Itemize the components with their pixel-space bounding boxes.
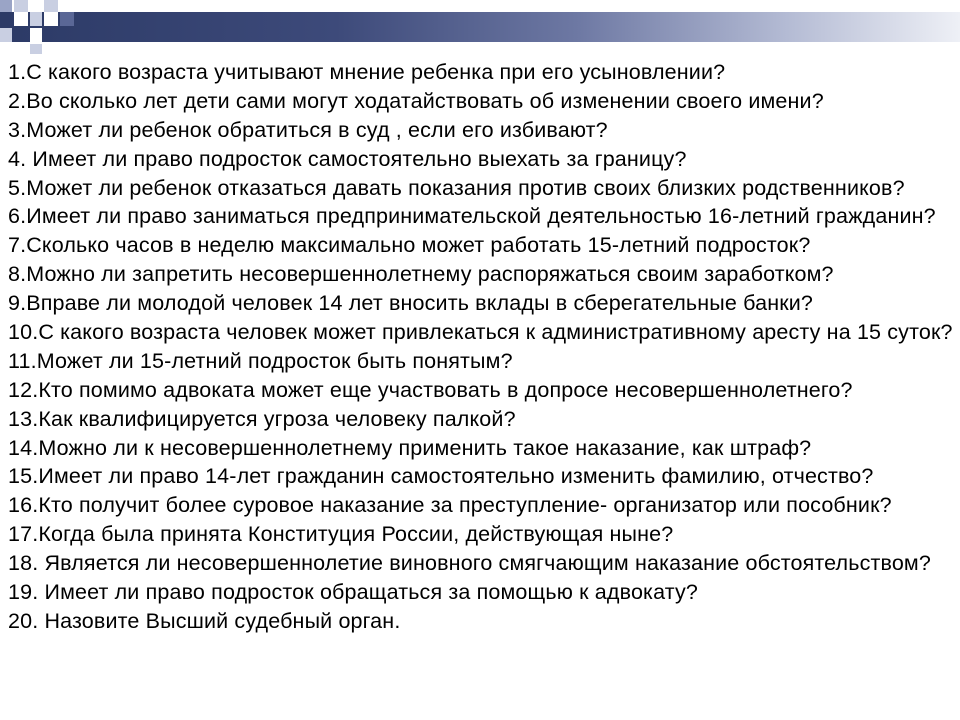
question-item: 8.Можно ли запретить несовершеннолетнему распоряжаться своим заработком? xyxy=(8,262,834,287)
question-item: 17.Когда была принята Конституция России, действующая ныне? xyxy=(8,522,674,547)
decor-square xyxy=(14,12,28,26)
question-list xyxy=(8,58,960,636)
question-item: 18. Является ли несовершеннолетие виновного смягчающим наказание обстоятельством? xyxy=(8,551,931,576)
question-item: 20. Назовите Высший судебный орган. xyxy=(8,608,401,633)
decor-square xyxy=(30,44,42,54)
decor-square xyxy=(30,28,42,42)
decor-square xyxy=(0,28,12,42)
decor-square xyxy=(60,12,74,26)
decor-square xyxy=(44,0,58,12)
question-item: 19. Имеет ли право подросток обращаться за помощью к адвокату? xyxy=(8,580,698,605)
question-item: 6.Имеет ли право заниматься предпринимательской деятельностью 16-летний гражданин? xyxy=(8,204,936,229)
question-item: 10.С какого возраста человек может привлекаться к административному аресту на 15 суток? xyxy=(8,320,953,345)
question-item: 5.Может ли ребенок отказаться давать показания против своих близких родственников? xyxy=(8,175,905,200)
question-item: 3.Может ли ребенок обратиться в суд , если его избивают? xyxy=(8,117,608,142)
decor-square xyxy=(0,0,12,12)
question-item: 16.Кто получит более суровое наказание за преступление- организатор или пособник? xyxy=(8,493,892,518)
question-item: 13.Как квалифицируется угроза человеку палкой? xyxy=(8,406,516,431)
question-item: 12.Кто помимо адвоката может еще участвовать в допросе несовершеннолетнего? xyxy=(8,377,853,402)
decor-square xyxy=(30,12,42,26)
question-item: 2.Во сколько лет дети сами могут ходатайствовать об изменении своего имени? xyxy=(8,88,824,113)
question-item: 9.Вправе ли молодой человек 14 лет вносить вклады в сберегательные банки? xyxy=(8,291,814,316)
decor-square xyxy=(44,12,58,26)
question-item: 11.Может ли 15-летний подросток быть понятым? xyxy=(8,348,513,373)
question-item: 1.С какого возраста учитывают мнение ребенка при его усыновлении? xyxy=(8,60,726,84)
question-item: 14.Можно ли к несовершеннолетнему применить такое наказание, как штраф? xyxy=(8,435,812,460)
decor-square xyxy=(14,0,28,12)
question-item: 4. Имеет ли право подросток самостоятельно выехать за границу? xyxy=(8,146,687,171)
header-decoration-bar xyxy=(0,12,960,42)
question-item: 7.Сколько часов в неделю максимально может работать 15-летний подросток? xyxy=(8,233,811,258)
question-item: 15.Имеет ли право 14-лет гражданин самостоятельно изменить фамилию, отчество? xyxy=(8,464,874,489)
